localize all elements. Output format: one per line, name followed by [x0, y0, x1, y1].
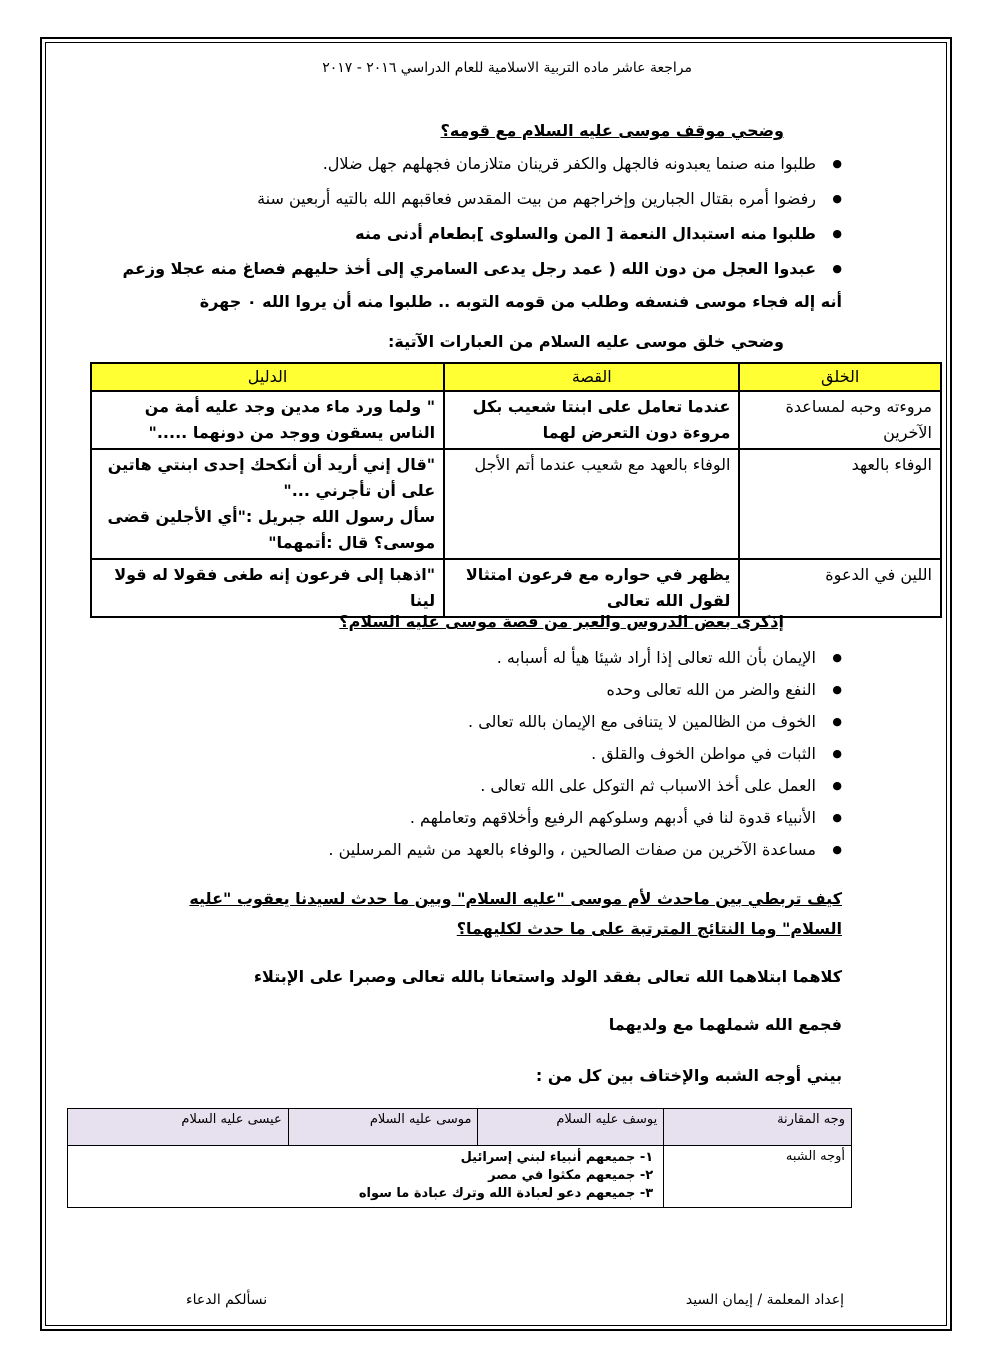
cell-story: يظهر في حواره مع فرعون امتثالا لقول الله تعالى: [444, 559, 739, 617]
question-moses-character: وضحي خلق موسى عليه السلام من العبارات الآتية:: [388, 332, 784, 351]
cell-character: اللين في الدعوة: [739, 559, 941, 617]
cell-evidence: [91, 449, 444, 559]
header-evidence: الدليل: [91, 363, 444, 391]
question-link-line2: السلام" وما النتائج المترتبة على ما حدث لكليهما؟: [456, 919, 842, 938]
cell-character: مروءته وحبه لمساعدة الآخرين: [739, 391, 941, 449]
evidence-verse: "قال إني أريد أن أنكحك إحدى ابنتي هاتين على أن تأجرني ...": [107, 455, 436, 500]
table-row: [91, 391, 941, 449]
cell-similarities: [68, 1146, 664, 1208]
question-comparison: بيني أوجه الشبه والإختاف بين كل من :: [535, 1066, 842, 1085]
table-header-row: [91, 363, 941, 391]
table-row: [68, 1146, 852, 1208]
list-item: ٢- جميعهم مكثوا في مصر: [488, 1168, 654, 1183]
list-item: ١- جميعهم أنبياء لبني إسرائيل: [460, 1150, 654, 1165]
bullet-list-moses-people: [122, 151, 842, 291]
answer-line1: كلاهما ابتلاهما الله تعالى بفقد الولد واستعانا بالله تعالى وصبرا على الإبتلاء: [253, 967, 842, 986]
cell-evidence: "اذهبا إلى فرعون إنه طغى فقولا له قولا لينا: [91, 559, 444, 617]
list-item: ● عبدوا العجل من دون الله ( عمد رجل يدعى السامري إلى أخذ حليهم فصاغ منه عجلا وزعم: [122, 256, 842, 291]
cell-story: الوفاء بالعهد مع شعيب عندما أتم الأجل: [444, 449, 739, 559]
header-musa: موسى عليه السلام: [288, 1109, 478, 1146]
list-item: ● الأنبياء قدوة لنا في أدبهم وسلوكهم الرفيع وأخلاقهم وتعاملهم .: [328, 805, 842, 837]
list-item: ● مساعدة الآخرين من صفات الصالحين ، والوفاء بالعهد من شيم المرسلين .: [328, 837, 842, 869]
list-item: ● رفضوا أمره بقتال الجبارين وإخراجهم من بيت المقدس فعاقبهم الله بالتيه أربعين سنة: [122, 186, 842, 221]
bullet-list-lessons: [328, 645, 842, 869]
question-link-line1: كيف تربطي بين ماحدث لأم موسى "عليه السلام" وبين ما حدث لسيدنا يعقوب "عليه: [189, 889, 842, 908]
header-character: الخلق: [739, 363, 941, 391]
evidence-hadith: سأل رسول الله جبريل :"أي الأجلين قضى موسى؟ قال :أتمهما": [107, 507, 436, 552]
question-moses-people: وضحي موقف موسى عليه السلام مع قومه؟: [440, 121, 784, 140]
header-story: القصة: [444, 363, 739, 391]
bullet-continuation: أنه إله فجاء موسى فنسفه وطلب من قومه التوبه .. طلبوا منه أن يروا الله ٠ جهرة: [199, 292, 842, 311]
footer-closing: نسألكم الدعاء: [186, 1292, 268, 1308]
footer-prepared-by: إعداد المعلمة / إيمان السيد: [685, 1292, 844, 1308]
list-item: ● الإيمان بأن الله تعالى إذا أراد شيئا هيأ له أسبابه .: [328, 645, 842, 677]
cell-story: عندما تعامل على ابنتا شعيب بكل مروءة دون التعرض لهما: [444, 391, 739, 449]
similarities-list: [74, 1149, 653, 1203]
list-item: ● طلبوا منه صنما يعبدونه فالجهل والكفر قرينان متلازمان فجهلهم جهل ضلال.: [122, 151, 842, 186]
cell-evidence: " ولما ورد ماء مدين وجد عليه أمة من الناس يسقون ووجد من دونهما .....": [91, 391, 444, 449]
comparison-table: [67, 1108, 852, 1208]
list-item: ● العمل على أخذ الاسباب ثم التوكل على الله تعالى .: [328, 773, 842, 805]
header-comparison: وجه المقارنة: [664, 1109, 852, 1146]
row-label-similarities: أوجه الشبه: [664, 1146, 852, 1208]
table-row: [91, 449, 941, 559]
character-table: [90, 362, 942, 618]
list-item: ● الثبات في مواطن الخوف والقلق .: [328, 741, 842, 773]
table-row: [91, 559, 941, 617]
list-item: ● الخوف من الظالمين لا يتنافى مع الإيمان بالله تعالى .: [328, 709, 842, 741]
list-item: ٣- جميعهم دعو لعبادة الله وترك عبادة ما سواه: [358, 1186, 654, 1201]
table-header-row: [68, 1109, 852, 1146]
header-yusuf: يوسف عليه السلام: [478, 1109, 664, 1146]
list-item: ● النفع والضر من الله تعالى وحده: [328, 677, 842, 709]
list-item: ● طلبوا منه استبدال النعمة [ المن والسلوى ]بطعام أدنى منه: [122, 221, 842, 256]
header-isa: عيسى عليه السلام: [68, 1109, 289, 1146]
cell-character: الوفاء بالعهد: [739, 449, 941, 559]
page-header-title: مراجعة عاشر ماده التربية الاسلامية للعام الدراسي ٢٠١٦ - ٢٠١٧: [322, 60, 692, 76]
question-lessons: إذكرى بعض الدروس والعبر من قصة موسى عليه السلام؟: [339, 612, 784, 631]
answer-line2: فجمع الله شملهما مع ولديهما: [608, 1015, 842, 1034]
